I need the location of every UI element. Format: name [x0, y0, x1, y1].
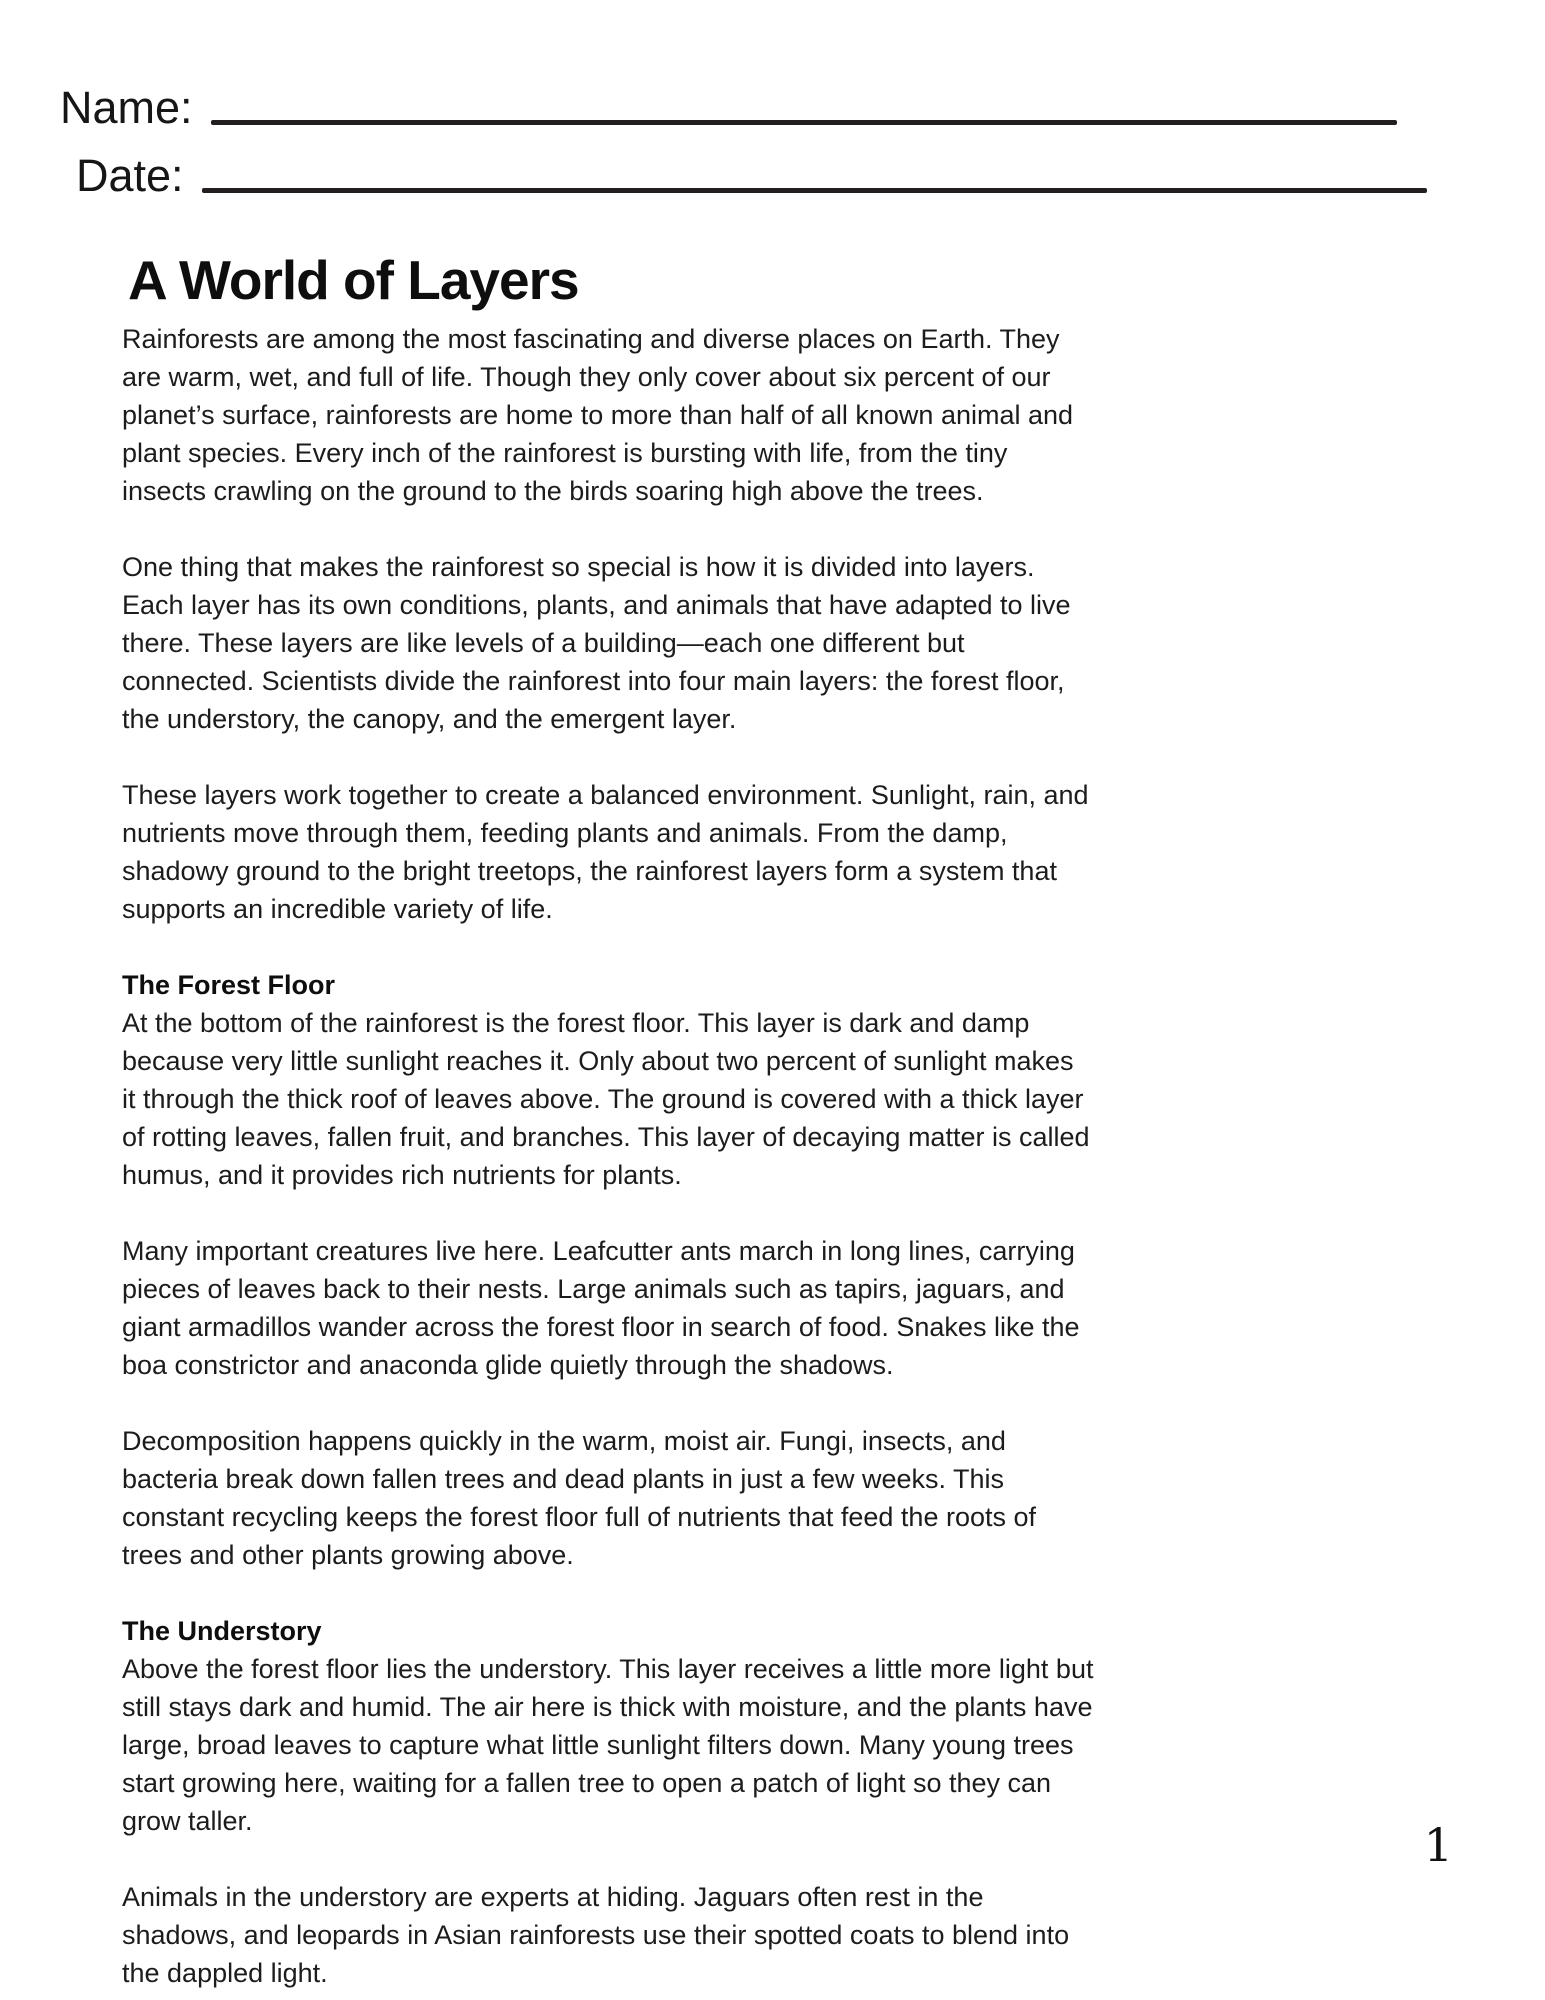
date-row [76, 150, 1427, 202]
intro-paragraph-2: One thing that makes the rainforest so special is how it is divided into layers. Each layer has its own conditions, plants, and animals that have adapted to live there. These layers are like levels of a building—each one different but connected. Scientists divide the rainforest into four main layers: the forest floor, the understory, the canopy, and the emergent layer. [122, 552, 1071, 734]
date-label: Date: [76, 149, 184, 201]
page-number: 1 [1423, 1818, 1453, 1872]
forest-floor-paragraph-1: At the bottom of the rainforest is the forest floor. This layer is dark and damp because very little sunlight reaches it. Only about two percent of sunlight makes it through the thick roof of leaves above. The ground is covered with a thick layer of rotting leaves, fallen fruit, and branches. This layer of decaying matter is called humus, and it provides rich nutrients for plants. [122, 1008, 1090, 1190]
forest-floor-paragraph-2: Many important creatures live here. Leafcutter ants march in long lines, carrying pieces of leaves back to their nests. Large animals such as tapirs, jaguars, and giant armadillos wander across the forest floor in search of food. Snakes like the boa constrictor and anaconda glide quietly through the shadows. [122, 1236, 1080, 1380]
forest-floor-paragraph-3: Decomposition happens quickly in the warm, moist air. Fungi, insects, and bacteria break down fallen trees and dead plants in just a few weeks. This constant recycling keeps the forest floor full of nutrients that feed the roots of trees and other plants growing above. [122, 1426, 1037, 1570]
name-blank-line[interactable] [211, 120, 1397, 125]
name-label: Name: [60, 82, 193, 133]
intro-paragraph-3: These layers work together to create a balanced environment. Sunlight, rain, and nutrients move through them, feeding plants and animals. From the damp, shadowy ground to the bright treetops, the rainforest layers form a system that supports an incredible variety of life. [122, 780, 1089, 924]
section-heading-forest-floor: The Forest Floor [122, 970, 336, 1000]
date-blank-line[interactable] [202, 188, 1427, 193]
understory-paragraph-2: Animals in the understory are experts at hiding. Jaguars often rest in the shadows, and leopards in Asian rainforests use their spotted coats to blend into the dappled light. [122, 1882, 1070, 1988]
article-content [122, 250, 1094, 1993]
name-row [60, 82, 1397, 134]
intro-paragraph-1: Rainforests are among the most fascinating and diverse places on Earth. They are warm, wet, and full of life. Though they only cover about six percent of our planet’s surface, rainforests are home to more than half of all known animal and plant species. Every inch of the rainforest is bursting with life, from the tiny insects crawling on the ground to the birds soaring high above the trees. [122, 324, 1074, 506]
page-title: A World of Layers [128, 248, 579, 311]
section-heading-understory: The Understory [122, 1616, 322, 1646]
understory-paragraph-1: Above the forest floor lies the understory. This layer receives a little more light but still stays dark and humid. The air here is thick with moisture, and the plants have large, broad leaves to capture what little sunlight filters down. Many young trees start growing here, waiting for a fallen tree to open a patch of light so they can grow taller. [122, 1654, 1094, 1836]
